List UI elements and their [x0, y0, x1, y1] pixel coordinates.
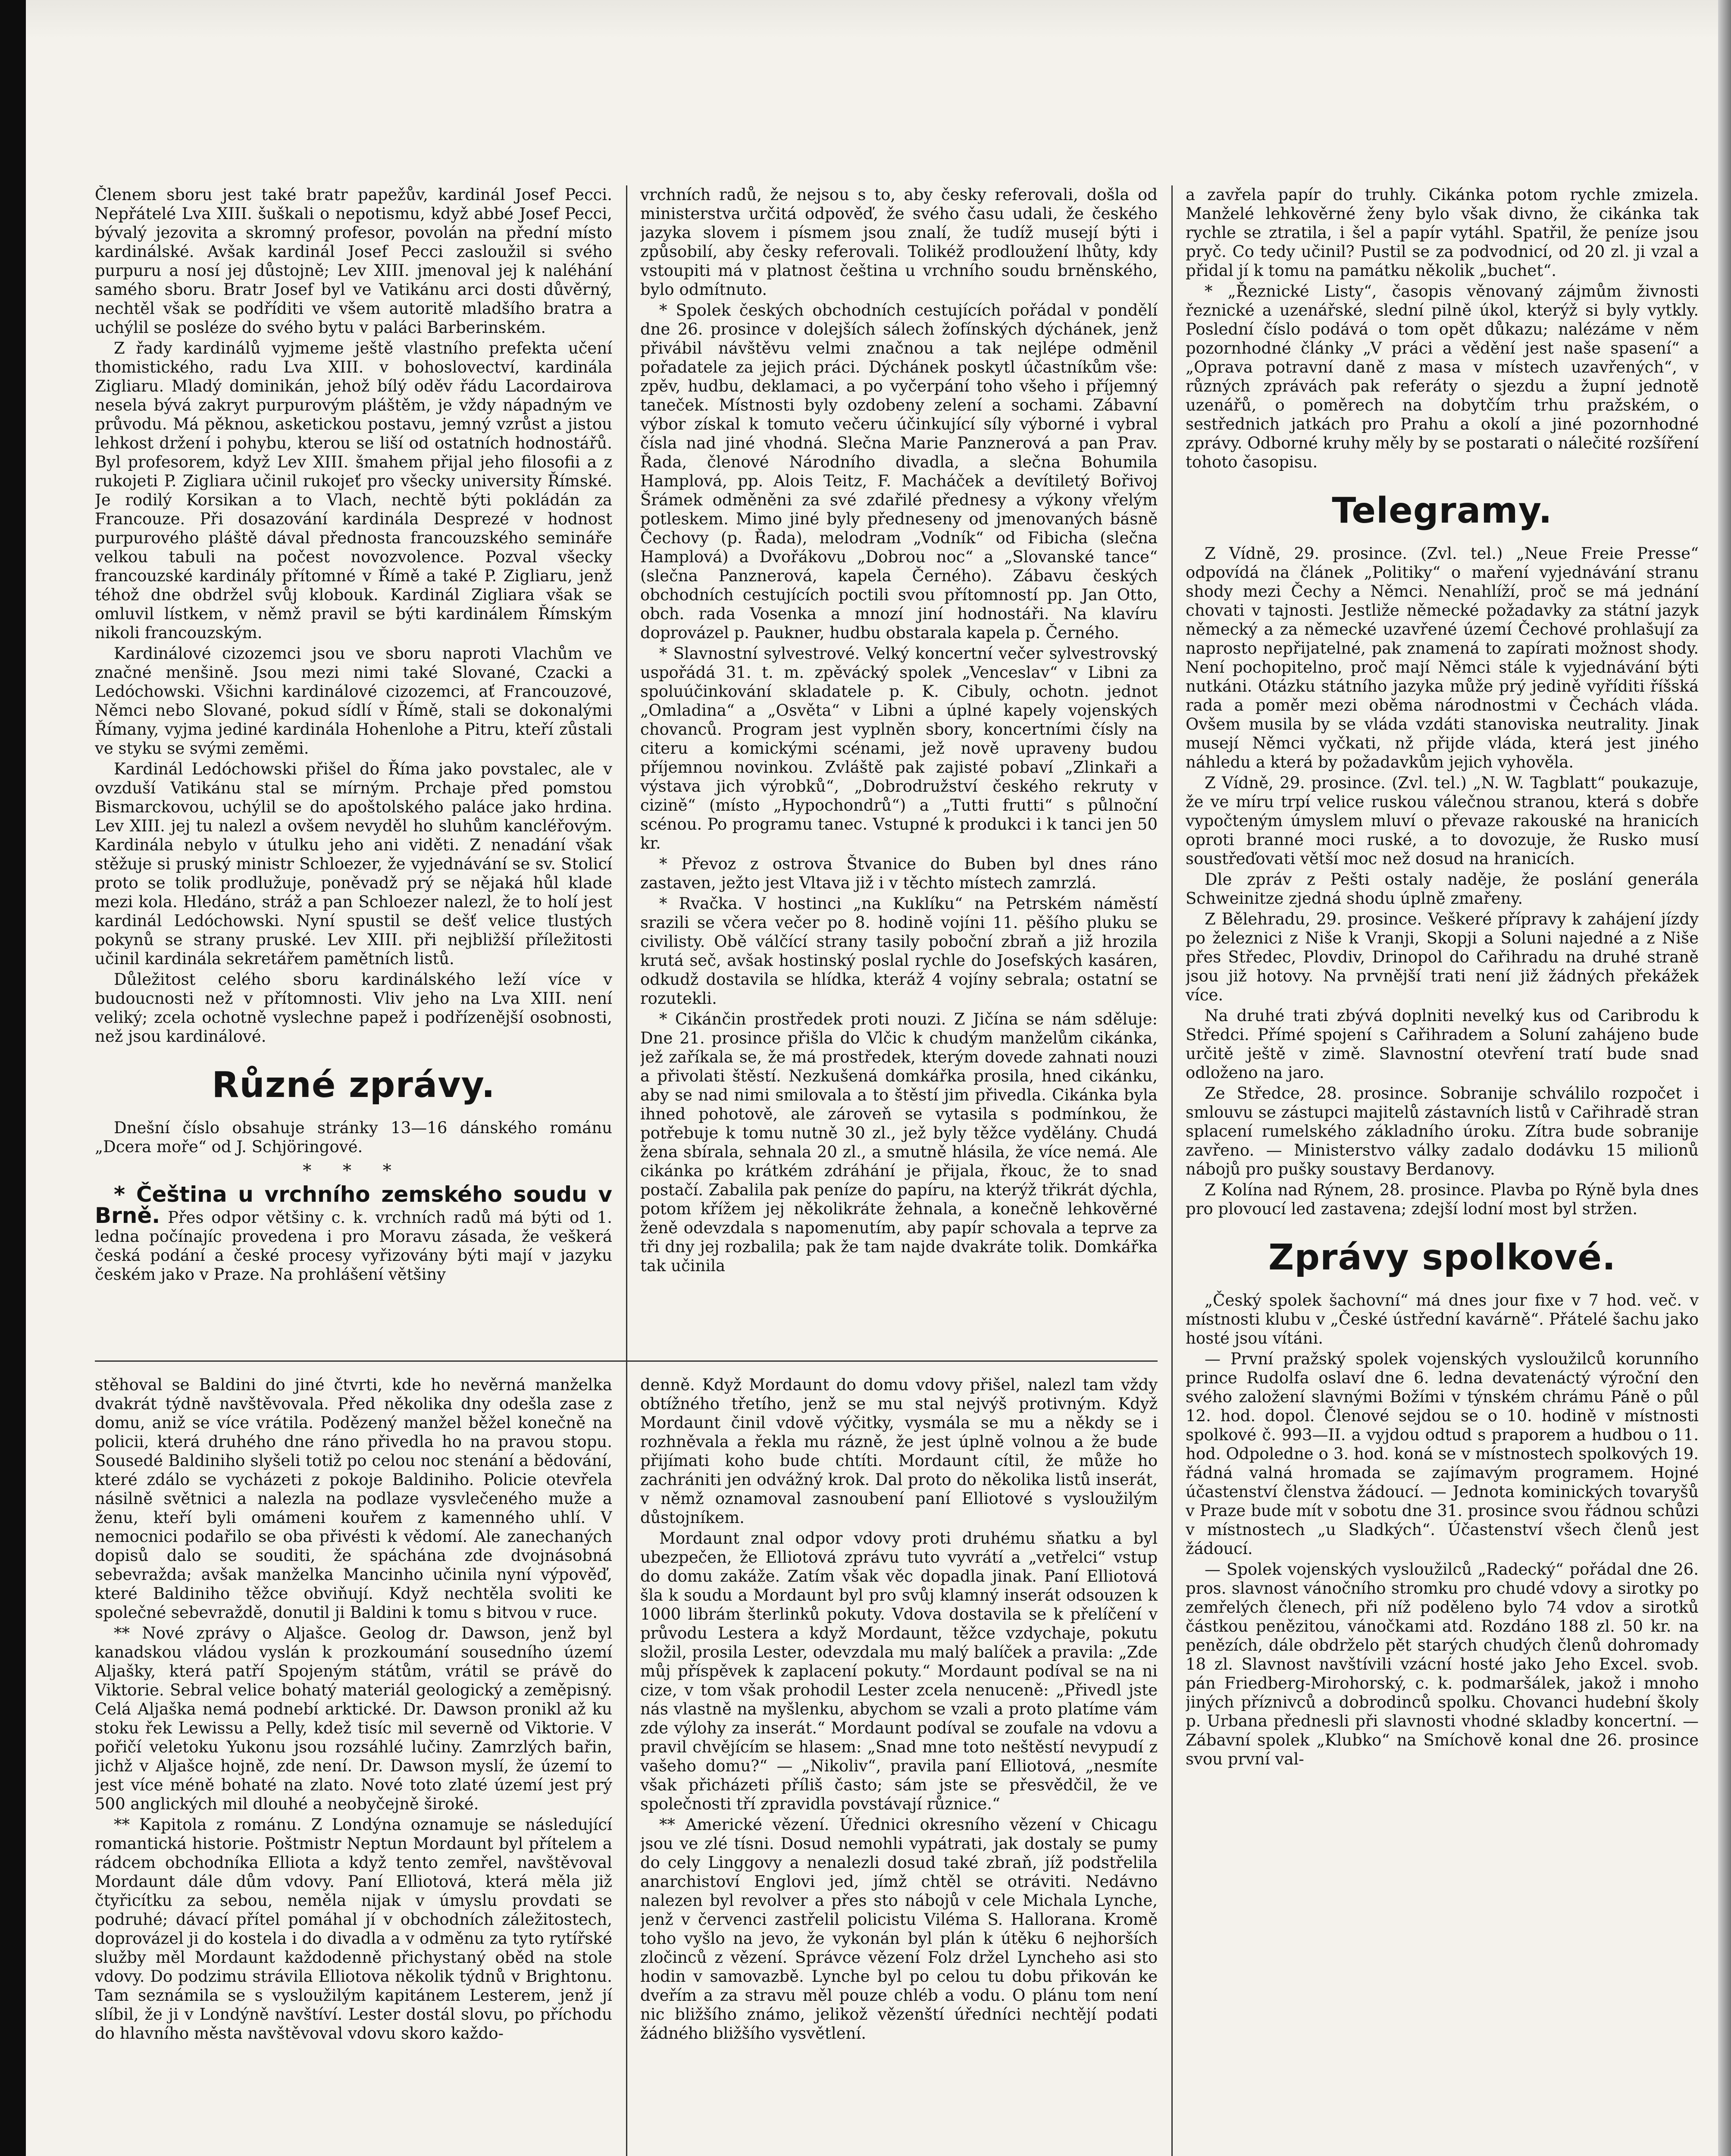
article-headline: * Čeština u vrchního zemského soudu v Brně. [95, 1182, 612, 1228]
paragraph: vrchních radů, že nejsou s to, aby česky referovali, došla od ministerstva určitá odpověď, že svého času udali, že českého jazyka slovem i písmem jsou znalí, že tudíž musejí býti i způsobilí, aby česky referovali. Tolikéž prodloužení lhůty, kdy vstoupiti má v platnost čeština u vrchního soudu brněnského, bylo odmítnuto. [640, 185, 1158, 299]
telegram-item: Z Vídně, 29. prosince. (Zvl. tel.) „Neue Freie Presse“ odpovídá na článek „Politiky“ o maření vyjednávání stranu shody mezi Čechy a Němci. Nenahlíží, proč se má jednání chovati v tajnosti. Jestliže německé požadavky za státní jazyk německý a za německé uzavřené území Čechové prohlašují za naprosto nepřijatelné, pak znamená to zapírati možnost shody. Není pochopitelno, proč mají Němci stále k vyjednávání býti nutkáni. Otázku státního jazyka může prý jedině vyříditi říšská rada a poměr mezi oběma národnostmi v Čechách vláda. Ovšem musila by se vláda vzdáti stanoviska neutrality. Jinak musejí Němci vyčkati, nž přijde vláda, která jest jiného náhledu a která by požadavkům jejich vyhověla. [1186, 544, 1699, 771]
section-title-telegramy: Telegramy. [1332, 490, 1553, 531]
column-1 [95, 185, 612, 1350]
paragraph: ** Nové zprávy o Aljašce. Geolog dr. Dawson, jenž byl kanadskou vládou vyslán k prozkoumání sousedního území Aljašky, která patří Spojeným státům, vrátil se právě do Viktorie. Sebral velice bohatý materiál geologický a zeměpisný. Celá Aljaška nemá podnebí arktické. Dr. Dawson pronikl až ku stoku řek Lewissu a Pelly, kdež tisíc mil severně od Viktorie. V pořičí veletoku Yukonu jsou rozsáhlé lučiny. Zamrzlých bařin, jichž v Aljašce hojně, zde není. Dr. Dawson myslí, že území to jest více méně bohaté na zlato. Nové toto zlaté území jest prý 500 anglických mil dlouhé a neobyčejně široké. [95, 1624, 612, 1813]
paragraph: * Rvačka. V hostinci „na Kuklíku“ na Petrském náměstí srazili se včera večer po 8. hodině vojíni 11. pěšího pluku se civilisty. Obě válčící strany tasily poboční zbraň a již hrozila krutá seč, avšak hostinský poslal rychle do Josefských kasáren, odkudž dostavila se hlídka, kteráž 4 vojíny sebrala; ostatní se rozutekli. [640, 894, 1158, 1008]
newspaper-page [95, 185, 1699, 2156]
column-2-lower [640, 1376, 1158, 2156]
column-2 [640, 185, 1158, 1350]
paragraph: Přes odpor většiny c. k. vrchních radů má býti od 1. ledna počínajíc provedena i pro Moravu zásada, že veškerá česká podání a české procesy vyřizovány býti mají v jazyku českém jako v Praze. Na prohlášení většiny [95, 1208, 612, 1284]
paragraph: Kardinálové cizozemci jsou ve sboru naproti Vlachům ve značné menšině. Jsou mezi nimi také Slované, Czacki a Ledóchowski. Všichni kardinálové cizozemci, ať Francouzové, Němci nebo Slované, pokud sídlí v Římě, stali se dokonalými Římany, vyjma jediné kardinála Hohenlohe a Pitru, kteří zůstali ve styku se svými zeměmi. [95, 644, 612, 758]
paragraph: Kardinál Ledóchowski přišel do Říma jako povstalec, ale v ovzduší Vatikánu stal se mírným. Prchaje před pomstou Bismarckovou, uchýlil se do apoštolského paláce jako hrdina. Lev XIII. jej tu nalezl a ovšem nevyděl ho sluhům kancléřovým. Kardinála nebylo v útulku jeho ani viděti. Z nenadání však stěžuje si pruský ministr Schloezer, že vyjednávání se sv. Stolicí proto se tolik prodlužuje, poněvadž prý se nějaká hůl klade mezi kola. Hledáno, stráž a pan Schloezer nalezl, že to holí jest kardinál Ledóchowski. Nyní spustil se dešť velice tlustých pokynů se strany pruské. Lev XIII. při nejbližší příležitosti učinil kardinála sekretářem pamětních listů. [95, 760, 612, 968]
paragraph: * Slavnostní sylvestrové. Velký koncertní večer sylvestrovský uspořádá 31. t. m. zpěvácký spolek „Venceslav“ v Libni za spoluúčinkování skladatele p. K. Cibuly, ochotn. jednot „Omladina“ a „Osvěta“ v Libni a úplné kapely vojenských chovanců. Program jest vyplněn sbory, koncertními čísly na citeru a komickými scénami, jež nově upraveny budou příjemnou novinkou. Zvláště pak zajisté pobaví „Zlinkaři a výstava jich výrobků“, „Dobrodružství českého rekruty v cizině“ (místo „Hypochondrů“) a „Tutti frutti“ s půlnoční scénou. Po programu tanec. Vstupné k produkci i k tanci jen 50 kr. [640, 644, 1158, 852]
club-news-item: „Český spolek šachovní“ má dnes jour fixe v 7 hod. več. v místnosti klubu v „České ústřední kavárně“. Přátelé šachu jako hosté jsou vítáni. [1186, 1291, 1699, 1348]
paragraph: Mordaunt znal odpor vdovy proti druhému sňatku a byl ubezpečen, že Elliotová zprávu tuto vyvrátí a „vetřelci“ vstup do domu zakáže. Zatím však věc dopadla jinak. Paní Elliotová šla k soudu a Mordaunt byl pro svůj klamný inserát odsouzen k 1000 librám šterlinků pokuty. Vdova dostavila se k přelíčení v průvodu Lestera a když Mordaunt, těžce vzdychaje, pokutu složil, prosila Lester, odevzdala mu malý balíček a pravila: „Zde můj příspěvek k zaplacení pokuty.“ Mordaunt podíval se na ni cize, v tom však prohodil Lester zcela nenuceně: „Přivedl jste nás vlastně na myšlenku, abychom se vzali a proto platíme vám zde výlohy za inserát.“ Mordaunt podíval se zoufale na vdovu a pravil chvějícím se hlasem: „Snad mne toto neštěstí nevypudí z vašeho domu?“ — „Nikoliv“, pravila paní Elliotová, „nesmíte však přicházeti příliš často; sám jste se přesvědčil, že ve společnosti tří zpravidla povstávají různice.“ [640, 1529, 1158, 1813]
telegram-item: Na druhé trati zbývá doplniti nevelký kus od Caribrodu k Středci. Přímé spojení s Cařihradem a Soluní zahájeno bude určitě ještě v zimě. Slavnostní otevření tratí bude snad odloženo na jaro. [1186, 1006, 1699, 1082]
paragraph: * „Řeznické Listy“, časopis věnovaný zájmům živnosti řeznické a uzenářské, slední pilně úkol, kterýž si byly vytkly. Poslední číslo podává o tom opět důkazu; nalézáme v něm pozornhodné články „V práci a vědění jest naše spasení“ a „Oprava potravní daně z masa v místech uzavřených“, v různých zprávách pak referáty o sjezdu a župní jednotě uzenářů, o poměrech na dobytčím trhu pražském, o sestřednich jatkách pro Prahu a okolí a jiné pozornhodné zprávy. Odborné kruhy měly by se postarati o nálečité rozšíření tohoto časopisu. [1186, 282, 1699, 471]
club-news-item: — Spolek vojenských vysloužilců „Radecký“ pořádal dne 26. pros. slavnost vánočního stromku pro chudé vdovy a sirotky po zemřelých členech, při níž poděleno bylo 74 vdov a sirotků částkou penězitou, vánočkami atd. Rozdáno 188 zl. 50 kr. na penězích, dále obdrželo pět starých chudých členů dohromady 18 zl. Slavnost navštívili vzácní hosté jako Jeho Excel. svob. pán Friedberg-Mirohorský, c. k. podmaršálek, jakož i mnoho jiných příznivců a dobrodinců spolku. Chovanci hudební školy p. Urbana přednesli při slavnosti vhodné skladby koncertní. — Zábavní spolek „Klubko“ na Smíchově konal dne 26. prosince svou první val- [1186, 1560, 1699, 1768]
column-rule-1 [626, 185, 627, 2156]
telegram-item: Ze Středce, 28. prosince. Sobranije schválilo rozpočet i smlouvu se zástupci majitelů zástavních listů v Cařihradě stran splacení rumelského základního úroku. Zítra bude sobranije zavřeno. — Ministerstvo války zadalo dodávku 15 milionů nábojů pro pušky soustavy Berdanovy. [1186, 1084, 1699, 1178]
paragraph: Důležitost celého sboru kardinálského leží více v budoucnosti než v přítomnosti. Vliv jeho na Lva XIII. není veliký; zcela ochotně vyslechne papež i podřízenější osobnosti, než jsou kardinálové. [95, 970, 612, 1046]
telegram-item: Z Vídně, 29. prosince. (Zvl. tel.) „N. W. Tagblatt“ poukazuje, že ve míru trpí velice ruskou válečnou stranou, která s dobře vypočteným úmyslem mluví o převaze rakouské na hranicích oproti branné moci ruské, a to dovozuje, že Rusko musí soustřeďovati větší moc než dosud na hranicích. [1186, 774, 1699, 868]
club-news-item: — První pražský spolek vojenských vysloužilců korunního prince Rudolfa oslaví dne 6. ledna devatenáctý výroční den svého založení slavnými Božími v týnském chrámu Páně o půl 12. hod. dopol. Členové sejdou se o 10. hodině v místnosti spolkové č. 993—II. a vyjdou odtud s praporem a hudbou o 11. hod. Odpoledne o 3. hod. koná se v místnostech spolkových 19. řádná valná hromada se zajímavým programem. Hojné účastenství členstva žádoucí. — Jednota kominických tovaryšů v Praze bude mít v sobotu dne 31. prosince svou řádnou schůzi v místnostech „u Sladkých“. Účastenství všech členů jest žádoucí. [1186, 1350, 1699, 1558]
paragraph: Z řady kardinálů vyjmeme ještě vlastního prefekta učení thomistického, radu Lva XIII. v bohoslovectví, kardinála Zigliaru. Mladý dominikán, jehož bílý oděv řádu Lacordairova nesela bývá zakryt purpurovým pláštěm, je vždy nápadným ve průvodu. Má pěknou, asketickou postavu, jemný vzrůst a jistou lehkost držení i pohybu, kterou se liší od ostatních hodnostářů. Byl profesorem, když Lev XIII. šmahem přijal jeho filosofii a z rukojeti P. Zigliara učinil rukojeť pro všecky university Římské. Je rodilý Korsikan a to Vlach, nechtě býti pokládán za Francouze. Při dosazování kardinála Desprezé v hodnost purpurového pláště dával přednosta francouzského semináře velkou tabuli na počest novozvolence. Pozval všecky francouzské kardinály přítomné v Římě a také P. Zigliaru, jenž téhož dne obdržel svůj klobouk. Kardinál Zigliara však se omluvil lístkem, v němž pravil se býti kardinálem Římským nikoli francouzským. [95, 339, 612, 642]
paragraph: ** Americké vězení. Úřednici okresního vězení v Chicagu jsou ve zlé tísni. Dosud nemohli vypátrati, jak dostaly se pumy do cely Linggovy a nenalezli dosud také zbraň, jíž podstřelila anarchistoví Englovi jed, jímž chtěl se otráviti. Nedávno nalezen byl revolver a přes sto nábojů v cele Michala Lynche, jenž v červenci zastřelil policistu Viléma S. Hallorana. Kromě toho vyšlo na jevo, že vykonán byl plán k útěku 6 nejhorších zločinců z vězení. Správce vězení Folz držel Lyncheho asi sto hodin v samovazbě. Lynche byl po celou tu dobu přikován ke dveřím a za stravu měl pouze chléb a vodu. O plánu tom není nic bližšího známo, jelikož vězenští úředníci nechtějí podati žádného bližšího vysvětlení. [640, 1815, 1158, 2043]
paragraph: * Převoz z ostrova Štvanice do Buben byl dnes ráno zastaven, ježto jest Vltava již i v těchto místech zamrzlá. [640, 855, 1158, 892]
section-title-zpravy-spolkove: Zprávy spolkové. [1268, 1237, 1616, 1278]
paragraph: Členem sboru jest také bratr papežův, kardinál Josef Pecci. Nepřátelé Lva XIII. šuškali o nepotismu, když abbé Josef Pecci, bývalý jezovita a skromný profesor, povolán na přední místo kardinálské. Avšak kardinál Josef Pecci zasloužil si svého purpuru a nosí jej důstojně; Lev XIII. jmenoval jej k naléhání samého sboru. Bratr Josef byl ve Vatikánu arci dosti důvěrný, nechtěl však se podříditi ve všem autoritě mladšího bratra a uchýlil se posléze do svého bytu v paláci Barberinském. [95, 185, 612, 337]
scan-right-border [1718, 0, 1731, 2156]
paragraph: * Cikánčin prostředek proti nouzi. Z Jičína se nám sděluje: Dne 21. prosince přišla do Vlčic k chudým manželům cikánka, jež zaříkala se, že má prostředek, kterým dovede zahnati nouzi a přivolati štěstí. Nezkušená domkářka prosila, hned cikánku, aby se nad nimi smilovala a to štěstí jim přivedla. Cikánka byla ihned pohotově, ale zároveň se vytasila s podmínkou, že potřebuje k tomu nutně 30 zl., jež byly těžce vydělány. Chudá žena sbírala, sehnala 20 zl., a smutně hlásila, že více nemá. Ale cikánka po krátkém zdráhání je přijala, řkouc, že to snad postačí. Zabalila pak peníze do papíru, na kterýž třikrát dýchla, potom křížem jej několikráte žehnala, a konečně lehkověrné ženě odevzdala s napomenutím, aby papír schovala a teprve za tři dny jej rozbalila; pak že tam najde dvakráte tolik. Domkářka tak učinila [640, 1010, 1158, 1275]
scan-top-shading [0, 0, 1731, 39]
paragraph: stěhoval se Baldini do jiné čtvrti, kde ho nevěrná manželka dvakrát týdně navštěvovala. Před několika dny odešla zase z domu, aniž se více vrátila. Podězený manžel běžel konečně na policii, která druhého dne ráno přivedla ho na pravou stopu. Sousedé Baldiniho slyšeli totiž po celou noc stenání a bědování, které zdálo se vycházeti z pokoje Baldiniho. Policie otevřela násilně světnici a nalezla na podlaze vysvlečeného muže a ženu, kteří byli omámeni kouřem z kamenného uhlí. V nemocnici podařilo se oba přivésti k vědomí. Ale zanechaných dopisů dalo se souditi, že spáchána zde dvojnásobná sebevražda; avšak manželka Mancinho učinila nyní výpověď, které Baldiniho těžce obviňují. Když nechtěla svoliti ke společné sebevraždě, donutil ji Baldini k tomu s bitvou v ruce. [95, 1376, 612, 1622]
paragraph: a zavřela papír do truhly. Cikánka potom rychle zmizela. Manželé lehkověrné ženy bylo však divno, že cikánka tak rychle se ztratila, i šel a papír vytáhl. Spatřil, že peníze jsou pryč. Co tedy učinil? Pustil se za podvodnicí, od 20 zl. ji vzal a přidal jí k tomu na památku několik „buchet“. [1186, 185, 1699, 280]
column-1-lower [95, 1376, 612, 2156]
paragraph: Dnešní číslo obsahuje stránky 13—16 dánského románu „Dcera moře“ od J. Schjöringové. [95, 1119, 612, 1156]
paragraph: * Spolek českých obchodních cestujících pořádal v pondělí dne 26. prosince v dolejších sálech žofínských dýchánek, jenž přivábil návštěvu velmi značnou a tak nejlépe odměnil pořadatele za jejich práci. Dýchánek poskytl účastníkům vše: zpěv, hudbu, deklamaci, a po vyčerpání toho všeho i příjemný taneček. Místnosti byly ozdobeny zelení a sochami. Zábavní výbor získal k tomuto večeru účinkující síly výborné i vybral čísla nad jiné vhodná. Slečna Marie Panznerová a pan Prav. Řada, členové Národního divadla, a slečna Bohumila Hamplová, pp. Alois Teitz, F. Macháček a devítiletý Bořivoj Šrámek odměněni za své zdařilé přednesy a výkony vřelým potleskem. Mimo jiné byly předneseny od jmenovaných básně Čechovy (p. Řada), melodram „Vodník“ od Fibicha (slečna Hamplová) a Dvořákovu „Dobrou noc“ a „Slovanské tance“ (slečna Panznerová, kapela Černého). Zábavu českých obchodních cestujících poctili svou přítomností pp. Jan Otto, obch. rada Vosenka a mnozí jiní hodnostáři. Na klavíru doprovázel p. Paukner, hudbu obstarala kapela p. Černého. [640, 301, 1158, 642]
telegram-item: Dle zpráv z Pešti ostaly naděje, že poslání generála Schweinitze zjedná shodu úplně zmařeny. [1186, 870, 1699, 908]
column-rule-2 [1171, 185, 1173, 2156]
scan-left-border [0, 0, 26, 2156]
separator-stars: * * * [303, 1161, 404, 1181]
section-title-ruzne-zpravy: Různé zprávy. [212, 1065, 495, 1106]
telegram-item: Z Kolína nad Rýnem, 28. prosince. Plavba po Rýně byla dnes pro plovoucí led zastavena; zdejší lodní most byl stržen. [1186, 1181, 1699, 1218]
column-3 [1186, 185, 1699, 2156]
paragraph: denně. Když Mordaunt do domu vdovy přišel, nalezl tam vždy obtížného třetího, jenž se mu stal nejvýš protivným. Když Mordaunt činil vdově výčitky, vysmála se mu a někdy se i rozhněvala a řekla mu rázně, že jest úplně volnou a že bude přijímati koho bude chtíti. Mordaunt cítil, že může ho zachrániti jen odvážný krok. Dal proto do několika listů inserát, v němž oznamoval zasnoubení paní Elliotové s vysloužilým důstojníkem. [640, 1376, 1158, 1527]
section-rule [95, 1360, 1158, 1362]
paragraph: ** Kapitola z románu. Z Londýna oznamuje se následující romantická historie. Poštmistr Neptun Mordaunt byl přítelem a rádcem obchodníka Elliota a když tento zemřel, navštěvoval Mordaunt dále dům vdovy. Paní Elliotová, která měla již čtyřicítku za sebou, neměla nijak v úmyslu provdati se podruhé; dávací přítel pomáhal jí v obchodních záležitostech, doprovázel ji do kostela i do divadla a v odměnu za tyto rytířské služby měl Mordaunt každodenně přichystaný oběd na stole vdovy. Do podzimu strávila Elliotova několik týdnů v Brightonu. Tam seznámila se s vysloužilým kapitánem Lesterem, jenž jí slíbil, že ji v Londýně navštíví. Lester dostál slovu, po příchodu do hlavního města navštěvoval vdovu skoro každo- [95, 1815, 612, 2043]
telegram-item: Z Bělehradu, 29. prosince. Veškeré přípravy k zahájení jízdy po železnici z Niše k Vranji, Skopji a Soluni najedné a z Niše přes Středec, Plovdiv, Drinopol do Cařihradu na druhé straně jsou již hotovy. Na prvnější trati není již žádných překážek více. [1186, 910, 1699, 1004]
